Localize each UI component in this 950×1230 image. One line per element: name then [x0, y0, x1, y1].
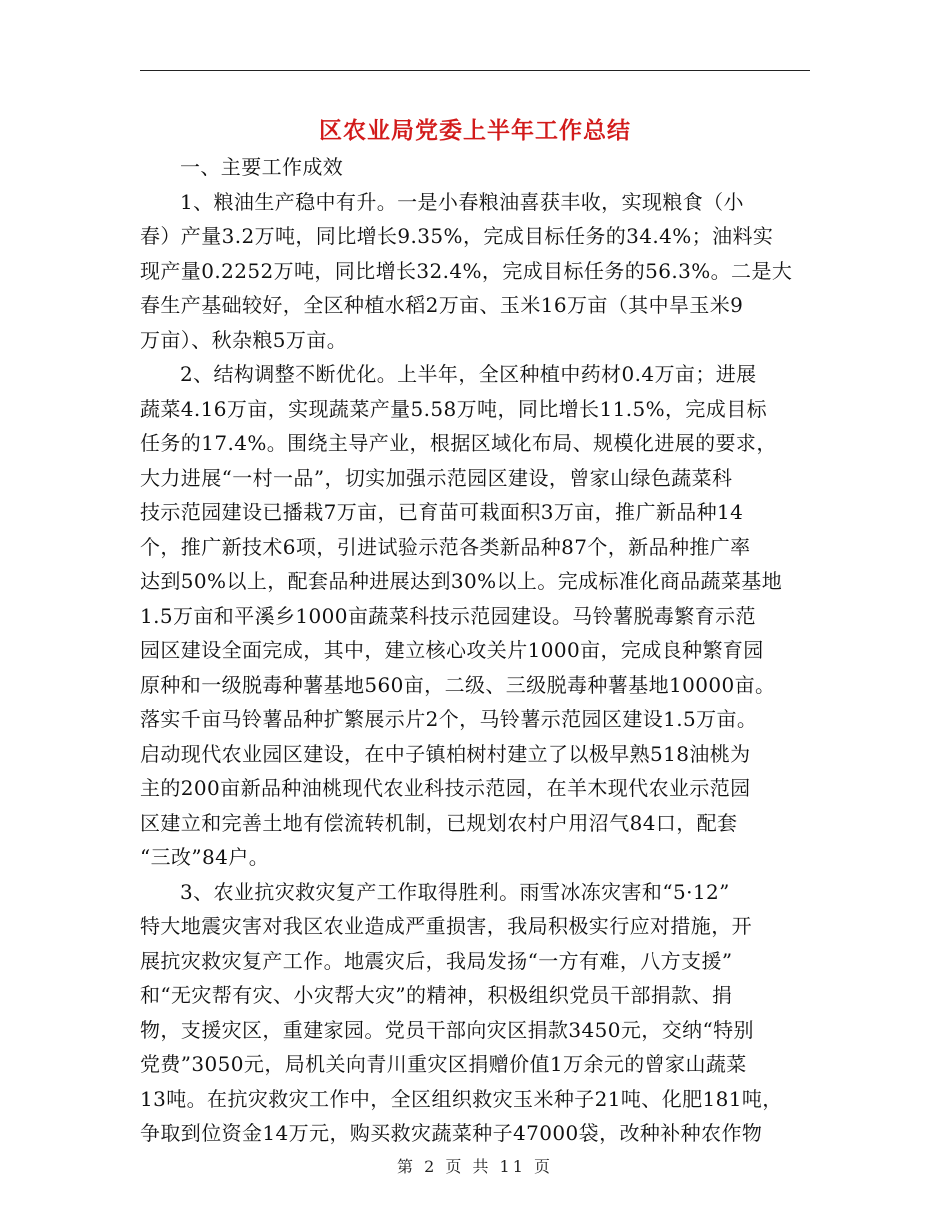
header-rule	[140, 70, 810, 71]
paragraph-line: 1.5万亩和平溪乡1000亩蔬菜科技示范园建设。马铃薯脱毒繁育示范	[140, 603, 756, 628]
paragraph-line: 落实千亩马铃薯品种扩繁展示片2个，马铃薯示范园区建设1.5万亩。	[140, 707, 758, 731]
document-title: 区农业局党委上半年工作总结	[319, 118, 631, 144]
paragraph-line: 达到50%以上，配套品种进展达到30%以上。完成标准化商品蔬菜基地	[140, 569, 783, 593]
paragraph-line: 主的200亩新品种油桃现代农业科技示范园，在羊木现代农业示范园	[140, 776, 751, 800]
paragraph-line: 万亩）、秋杂粮5万亩。	[140, 327, 348, 352]
paragraph-line: 区建立和完善土地有偿流转机制，已规划农村户用沼气84口，配套	[140, 810, 738, 835]
paragraph-line: 和“无灾帮有灾、小灾帮大灾”的精神，积极组织党员干部捐款、捐	[140, 983, 733, 1007]
paragraph-line: 蔬菜4.16万亩，实现蔬菜产量5.58万吨，同比增长11.5%，完成目标	[140, 396, 767, 421]
paragraph-line: 特大地震灾害对我区农业造成严重损害，我局积极实行应对措施，开	[140, 914, 752, 938]
paragraph-line: 大力进展“一村一品”，切实加强示范园区建设，曾家山绿色蔬菜科	[140, 465, 733, 490]
paragraph-line: 个，推广新技术6项，引进试验示范各类新品种87个，新品种推广率	[140, 534, 751, 559]
document-body	[140, 150, 810, 1151]
paragraph-line: 党费”3050元，局机关向青川重灾区捐赠价值1万余元的曾家山蔬菜	[140, 1052, 747, 1076]
paragraph-line: 展抗灾救灾复产工作。地震灾后，我局发扬“一方有难，八方支援”	[140, 948, 733, 973]
paragraph-line: 争取到位资金14万元，购买救灾蔬菜种子47000袋，改种补种农作物	[140, 1121, 763, 1145]
paragraph-line: 园区建设全面完成，其中，建立核心攻关片1000亩，完成良种繁育园	[140, 638, 764, 662]
page-footer: 第 2 页 共 11 页	[397, 1157, 553, 1176]
paragraph-line: 物，支援灾区，重建家园。党员干部向灾区捐款3450元，交纳“特别	[140, 1017, 754, 1042]
paragraph-line: 启动现代农业园区建设，在中子镇柏树村建立了以极早熟518油桃为	[140, 741, 751, 766]
paragraph-line: 任务的17.4%。围绕主导产业，根据区域化布局、规模化进展的要求，	[140, 431, 777, 455]
section-heading: 一、主要工作成效	[180, 155, 344, 179]
paragraph-line: 原种和一级脱毒种薯基地560亩，二级、三级脱毒种薯基地10000亩。	[140, 672, 776, 697]
paragraph-line: 技示范园建设已播栽7万亩，已育苗可栽面积3万亩，推广新品种14	[140, 500, 744, 524]
paragraph-line: 春生产基础较好，全区种植水稻2万亩、玉米16万亩（其中旱玉米9	[140, 293, 744, 317]
paragraph-line: 13吨。在抗灾救灾工作中，全区组织救灾玉米种子21吨、化肥181吨，	[140, 1086, 783, 1111]
paragraph-line: 现产量0.2252万吨，同比增长32.4%，完成目标任务的56.3%。二是大	[140, 258, 793, 283]
paragraph-line: 1、粮油生产稳中有升。一是小春粮油喜获丰收，实现粮食（小	[180, 189, 744, 214]
paragraph-line: 3、农业抗灾救灾复产工作取得胜利。雨雪冰冻灾害和“5·12”	[180, 879, 730, 904]
paragraph-line: 2、结构调整不断优化。上半年，全区种植中药材0.4万亩；进展	[180, 362, 757, 386]
paragraph-line: “三改”84户。	[140, 845, 270, 869]
paragraph-line: 春）产量3.2万吨，同比增长9.35%，完成目标任务的34.4%；油料实	[140, 224, 774, 248]
